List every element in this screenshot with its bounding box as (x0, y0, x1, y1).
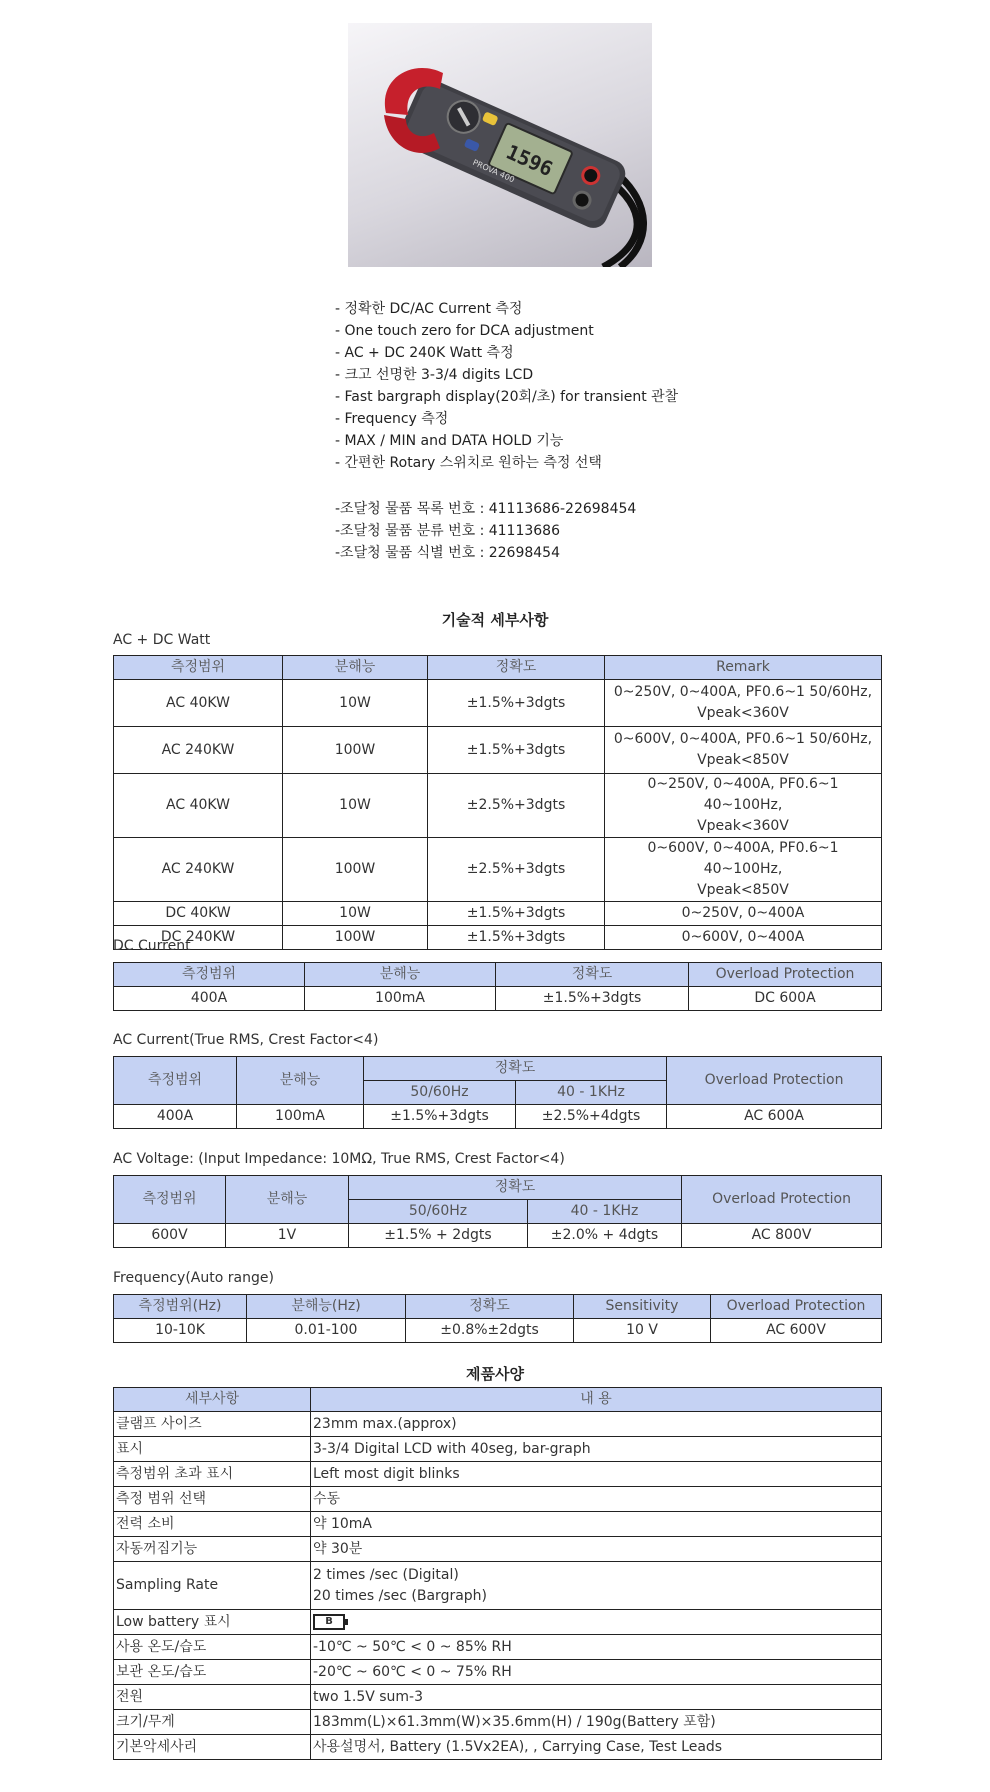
col-header: 측정범위 (114, 656, 283, 680)
procurement-list (335, 498, 636, 564)
feature-item: - 크고 선명한 3-3/4 digits LCD (335, 367, 534, 383)
spec-value (311, 1610, 882, 1635)
remark-line: Vpeak<850V (697, 882, 789, 898)
table-row (114, 774, 882, 838)
remark-line: Vpeak<360V (697, 705, 789, 721)
spec-label: 크기/무게 (114, 1710, 311, 1735)
col-header: Overload Protection (667, 1057, 882, 1105)
spec-label: Sampling Rate (114, 1562, 311, 1610)
cell: 10W (283, 774, 428, 838)
product-image (348, 23, 652, 267)
ac-current-table (113, 1056, 882, 1129)
cell: AC 240KW (114, 727, 283, 774)
spec-value: two 1.5V sum-3 (311, 1685, 882, 1710)
cell: 0.01-100 (247, 1319, 406, 1343)
ac-voltage-caption: AC Voltage: (Input Impedance: 10MΩ, True RMS, Crest Factor<4) (113, 1151, 565, 1167)
cell (605, 727, 882, 774)
cell: 100W (283, 727, 428, 774)
remark-line: 0~250V, 0~400A, PF0.6~1 50/60Hz, (613, 684, 873, 700)
spec-label: 사용 온도/습도 (114, 1635, 311, 1660)
spec-label: 표시 (114, 1437, 311, 1462)
feature-item: - 정확한 DC/AC Current 측정 (335, 301, 523, 317)
col-header: 측정범위 (114, 1176, 226, 1224)
cell (605, 774, 882, 838)
spec-value: 23mm max.(approx) (311, 1412, 882, 1437)
table-row (114, 1635, 882, 1660)
cell: DC 240KW (114, 926, 283, 950)
cell: 1V (226, 1224, 349, 1248)
lcd-reading: 1596 (502, 139, 557, 182)
col-header: 정확도 (349, 1176, 682, 1200)
cell: 10 V (574, 1319, 711, 1343)
col-header: 내 용 (311, 1388, 882, 1412)
cell (605, 680, 882, 727)
spec-label: 기본악세사리 (114, 1735, 311, 1760)
table-row (114, 1462, 882, 1487)
table-row (114, 926, 882, 950)
feature-item: - AC + DC 240K Watt 측정 (335, 345, 514, 361)
feature-item: - MAX / MIN and DATA HOLD 기능 (335, 433, 564, 449)
spec-label: 클램프 사이즈 (114, 1412, 311, 1437)
cell: AC 240KW (114, 838, 283, 902)
table-row (114, 1710, 882, 1735)
feature-item: - Fast bargraph display(20회/초) for transient 관찰 (335, 389, 679, 405)
frequency-caption: Frequency(Auto range) (113, 1270, 274, 1286)
frequency-table (113, 1294, 882, 1343)
procurement-item: -조달청 물품 식별 번호 : 22698454 (335, 545, 560, 561)
remark-line: 0~600V, 0~400A, PF0.6~1 50/60Hz, (613, 731, 873, 747)
table-row (114, 1660, 882, 1685)
table-row (114, 1487, 882, 1512)
table-row (114, 987, 882, 1011)
cell: ±2.0% + 4dgts (528, 1224, 682, 1248)
table-row (114, 1437, 882, 1462)
remark-line: 0~250V, 0~400A, PF0.6~1 40~100Hz, (647, 776, 839, 813)
procurement-item: -조달청 물품 분류 번호 : 41113686 (335, 523, 560, 539)
clamp-meter-illustration (348, 23, 652, 267)
table-row (114, 1224, 882, 1248)
cell: 10W (283, 902, 428, 926)
cell (605, 838, 882, 902)
dc-current-caption: DC Current (113, 938, 191, 954)
cell: ±1.5% + 2dgts (349, 1224, 528, 1248)
feature-item: - One touch zero for DCA adjustment (335, 323, 594, 339)
remark-line: Vpeak<360V (697, 818, 789, 834)
spec-label: 전력 소비 (114, 1512, 311, 1537)
table-row (114, 1105, 882, 1129)
col-header: 정확도 (428, 656, 605, 680)
col-header: 정확도 (406, 1295, 574, 1319)
table-row (114, 1412, 882, 1437)
cell: 100mA (237, 1105, 364, 1129)
cell: AC 800V (682, 1224, 882, 1248)
table-row (114, 727, 882, 774)
spec-value (311, 1562, 882, 1610)
cell: AC 40KW (114, 774, 283, 838)
col-header: Overload Protection (711, 1295, 882, 1319)
battery-icon: B (313, 1614, 345, 1630)
cell: DC 600A (689, 987, 882, 1011)
feature-item: - Frequency 측정 (335, 411, 449, 427)
cell: AC 600V (711, 1319, 882, 1343)
col-header: Remark (605, 656, 882, 680)
watt-caption: AC + DC Watt (113, 632, 211, 648)
cell: ±1.5%+3dgts (428, 926, 605, 950)
cell: 100W (283, 838, 428, 902)
cell: ±0.8%±2dgts (406, 1319, 574, 1343)
cell: AC 600A (667, 1105, 882, 1129)
table-row (114, 838, 882, 902)
cell: AC 40KW (114, 680, 283, 727)
ac-current-caption: AC Current(True RMS, Crest Factor<4) (113, 1032, 379, 1048)
spec-value: 약 30분 (311, 1537, 882, 1562)
cell: ±1.5%+3dgts (428, 902, 605, 926)
spec-value: 183mm(L)×61.3mm(W)×35.6mm(H) / 190g(Battery 포함) (311, 1710, 882, 1735)
spec-label: Low battery 표시 (114, 1610, 311, 1635)
col-header: 분해능 (305, 963, 496, 987)
procurement-item: -조달청 물품 목록 번호 : 41113686-22698454 (335, 501, 637, 517)
spec-line: 2 times /sec (Digital) (313, 1566, 459, 1583)
product-spec-title: 제품사양 (466, 1365, 524, 1383)
table-row (114, 1610, 882, 1635)
spec-label: 자동꺼짐기능 (114, 1537, 311, 1562)
spec-label: 측정 범위 선택 (114, 1487, 311, 1512)
col-header: Sensitivity (574, 1295, 711, 1319)
spec-value: Left most digit blinks (311, 1462, 882, 1487)
col-header: 정확도 (364, 1057, 667, 1081)
sub-header: 40 - 1KHz (528, 1200, 682, 1224)
product-spec-table (113, 1387, 882, 1760)
col-header: Overload Protection (682, 1176, 882, 1224)
sub-header: 40 - 1KHz (516, 1081, 667, 1105)
col-header: 정확도 (496, 963, 689, 987)
cell: DC 40KW (114, 902, 283, 926)
cell: 10W (283, 680, 428, 727)
model-label: PROVA 400 (471, 157, 516, 185)
col-header: 분해능 (237, 1057, 364, 1105)
cell: ±2.5%+3dgts (428, 774, 605, 838)
watt-table (113, 655, 882, 950)
spec-label: 전원 (114, 1685, 311, 1710)
spec-value: 약 10mA (311, 1512, 882, 1537)
cell: ±1.5%+3dgts (428, 680, 605, 727)
table-row (114, 1562, 882, 1610)
spec-line: 20 times /sec (Bargraph) (313, 1587, 488, 1604)
cell: ±2.5%+4dgts (516, 1105, 667, 1129)
table-row (114, 1735, 882, 1760)
cell: 100W (283, 926, 428, 950)
spec-label: 측정범위 초과 표시 (114, 1462, 311, 1487)
cell: 600V (114, 1224, 226, 1248)
dc-current-table (113, 962, 882, 1011)
spec-label: 보관 온도/습도 (114, 1660, 311, 1685)
col-header: 세부사항 (114, 1388, 311, 1412)
table-row (114, 1512, 882, 1537)
table-row (114, 902, 882, 926)
table-row (114, 1319, 882, 1343)
spec-value: 수동 (311, 1487, 882, 1512)
spec-value: -20℃ ~ 60℃ < 0 ~ 75% RH (311, 1660, 882, 1685)
col-header: 분해능 (283, 656, 428, 680)
spec-value: -10℃ ~ 50℃ < 0 ~ 85% RH (311, 1635, 882, 1660)
cell: 10-10K (114, 1319, 247, 1343)
col-header: 측정범위 (114, 1057, 237, 1105)
remark-line: Vpeak<850V (697, 752, 789, 768)
cell: ±1.5%+3dgts (428, 727, 605, 774)
table-row (114, 1537, 882, 1562)
cell: 0~600V, 0~400A (605, 926, 882, 950)
cell: 400A (114, 987, 305, 1011)
table-row (114, 1685, 882, 1710)
spec-value: 3-3/4 Digital LCD with 40seg, bar-graph (311, 1437, 882, 1462)
spec-value: 사용설명서, Battery (1.5Vx2EA), , Carrying Case, Test Leads (311, 1735, 882, 1760)
tech-spec-title: 기술적 세부사항 (441, 611, 549, 629)
cell: ±2.5%+3dgts (428, 838, 605, 902)
remark-line: 0~600V, 0~400A, PF0.6~1 40~100Hz, (647, 840, 839, 877)
sub-header: 50/60Hz (364, 1081, 516, 1105)
col-header: 분해능(Hz) (247, 1295, 406, 1319)
feature-list (335, 298, 678, 474)
cell: ±1.5%+3dgts (364, 1105, 516, 1129)
table-row (114, 680, 882, 727)
sub-header: 50/60Hz (349, 1200, 528, 1224)
col-header: 측정범위(Hz) (114, 1295, 247, 1319)
col-header: Overload Protection (689, 963, 882, 987)
cell: 100mA (305, 987, 496, 1011)
cell: ±1.5%+3dgts (496, 987, 689, 1011)
col-header: 측정범위 (114, 963, 305, 987)
ac-voltage-table (113, 1175, 882, 1248)
cell: 400A (114, 1105, 237, 1129)
feature-item: - 간편한 Rotary 스위치로 원하는 측정 선택 (335, 455, 602, 471)
cell: 0~250V, 0~400A (605, 902, 882, 926)
col-header: 분해능 (226, 1176, 349, 1224)
